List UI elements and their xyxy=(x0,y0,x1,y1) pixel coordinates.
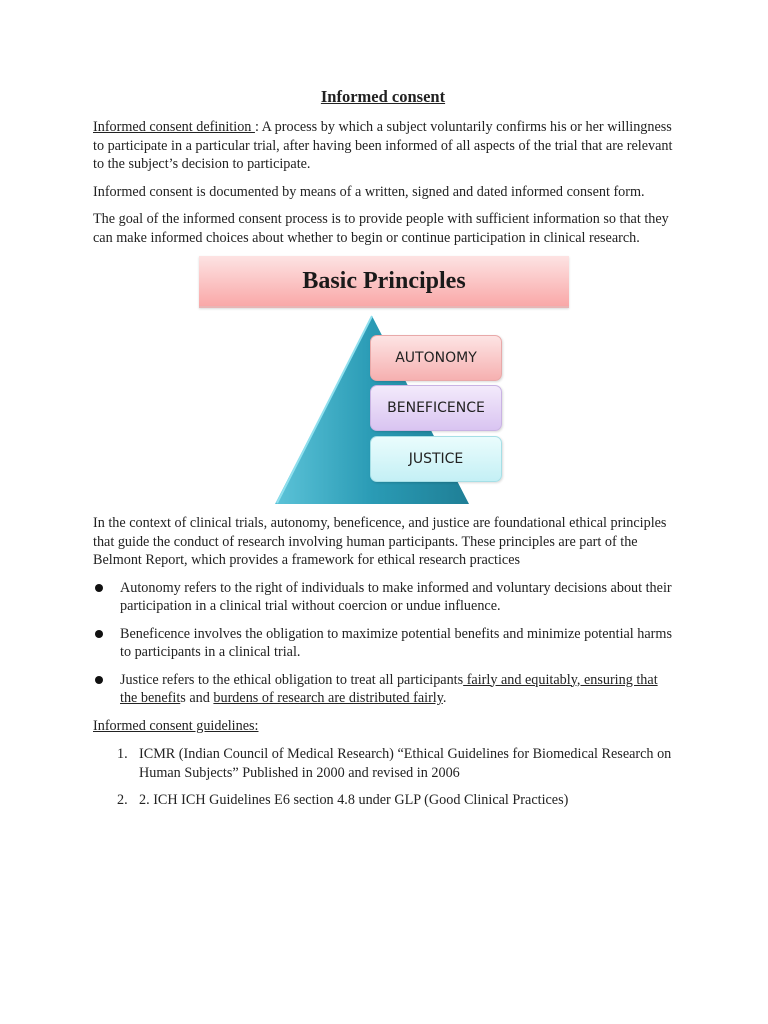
document-page xyxy=(93,86,673,819)
context-paragraph: In the context of clinical trials, autonomy, beneficence, and justice are foundational ethical principles that guide the conduct of research involving human participants. These principles are part of the Belmont Report, which provides a framework for ethical research practices xyxy=(93,515,667,568)
bullet-icon xyxy=(95,676,103,684)
principles-list xyxy=(93,579,673,708)
documented-paragraph: Informed consent is documented by means of a written, signed and dated informed consent form. xyxy=(93,183,645,200)
list-item: Justice refers to the ethical obligation to treat all participants fairly and equitably, ensuring that the benefits and burdens of research are distributed fairly. xyxy=(93,671,673,708)
figure-banner: Basic Principles xyxy=(199,256,569,308)
guidelines-list xyxy=(93,745,673,810)
justice-box: JUSTICE xyxy=(370,436,502,482)
list-item: 1. ICMR (Indian Council of Medical Research) “Ethical Guidelines for Biomedical Research on Human Subjects” Published in 2000 and revised in 2006 xyxy=(117,746,672,781)
definition-paragraph xyxy=(93,118,673,174)
page-title: Informed consent xyxy=(320,87,446,106)
guidelines-heading: Informed consent guidelines: xyxy=(93,717,259,734)
list-item: Beneficence involves the obligation to maximize potential benefits and minimize potential harms to participants in a clinical trial. xyxy=(93,625,673,662)
autonomy-box: AUTONOMY xyxy=(370,335,502,381)
definition-label: Informed consent definition xyxy=(93,119,255,135)
bullet-icon xyxy=(95,630,103,638)
beneficence-box: BENEFICENCE xyxy=(370,385,502,431)
bullet-icon xyxy=(95,584,103,592)
definition-text: : A process by which a subject voluntarily confirms his or her willingness to participate in a particular trial, after having been informed of all aspects of the trial that are relevant to the subject’s decision to participate. xyxy=(93,119,673,172)
goal-paragraph: The goal of the informed consent process is to provide people with sufficient information so that they can make informed choices about whether to begin or continue participation in clinical research. xyxy=(93,211,669,246)
list-item: Autonomy refers to the right of individuals to make informed and voluntary decisions about their participation in a clinical trial without coercion or undue influence. xyxy=(93,579,673,616)
basic-principles-figure xyxy=(199,256,569,504)
list-item: 2. 2. ICH ICH Guidelines E6 section 4.8 under GLP (Good Clinical Practices) xyxy=(117,792,569,808)
